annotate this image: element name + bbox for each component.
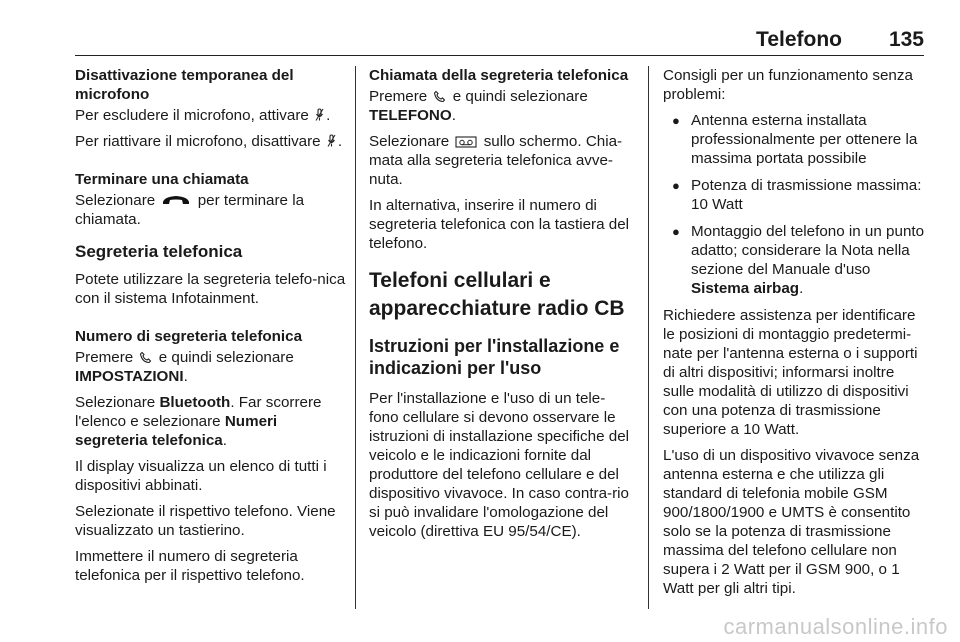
column-middle	[369, 66, 634, 548]
heading-mute-mic: Disattivazione temporanea del microfono	[75, 67, 294, 103]
paragraph: Richiedere assistenza per identificare le posizioni di montaggio predetermi-nate per l'antenna esterna o i supporti di altri dispositivi; informarsi inoltre sulle modalità di utilizzo di dispositivi con una potenza di trasmissione superiore a 10 Watt.	[663, 307, 918, 438]
heading-voicemail-number: Numero di segreteria telefonica	[75, 328, 303, 345]
paragraph: Selezionare Bluetooth. Far scorrere l'elenco e selezionare Numeri segreteria telefonica.	[75, 394, 322, 449]
heading-voicemail: Segreteria telefonica	[75, 242, 243, 261]
paragraph: L'uso di un dispositivo vivavoce senza antenna esterna e che utilizza gli standard di telefonia mobile GSM 900/1800/1900 e UMTS è consentito solo se la potenza di trasmissione massima del telefono cellulare non supera i 2 Watt per il GSM 900, o 1 Watt per gli altri tipi.	[663, 447, 920, 597]
mic-mute-icon	[315, 108, 324, 122]
paragraph: Selezionate il rispettivo telefono. Viene visualizzato un tastierino.	[75, 503, 336, 539]
hang-up-icon	[161, 193, 191, 207]
column-left	[75, 66, 347, 592]
list-item: ● Potenza di trasmissione massima: 10 Watt	[672, 177, 922, 213]
paragraph: Potete utilizzare la segreteria telefo-nica con il sistema Infotainment.	[75, 271, 346, 307]
voicemail-icon	[455, 136, 477, 148]
heading-call-voicemail: Chiamata della segreteria telefonica	[369, 67, 629, 84]
paragraph: Selezionare sullo schermo. Chia-mata alla segreteria telefonica avve-nuta.	[369, 133, 623, 188]
mic-mute-icon	[327, 134, 336, 148]
heading-installation: Istruzioni per l'installazione e indicazioni per l'uso	[369, 336, 620, 378]
paragraph: Per escludere il microfono, attivare .	[75, 107, 331, 124]
section-title: Telefono	[756, 28, 842, 51]
paragraph: Immettere il numero di segreteria telefonica per il rispettivo telefono.	[75, 548, 305, 584]
phone-handset-icon	[433, 90, 446, 103]
page-number: 135	[888, 28, 924, 51]
list-item: ● Antenna esterna installata professionalmente per ottenere la massima portata possibile	[672, 112, 918, 167]
bullet-icon: ●	[672, 113, 680, 128]
column-divider	[355, 66, 356, 609]
paragraph: Il display visualizza un elenco di tutti i dispositivi abbinati.	[75, 458, 327, 494]
column-divider	[648, 66, 649, 609]
paragraph: Selezionare per terminare la chiamata.	[75, 192, 305, 228]
bullet-icon: ●	[672, 178, 680, 193]
paragraph: Per l'installazione e l'uso di un tele-fono cellulare si devono osservare le istruzioni di installazione specifiche del veicolo e le indicazioni fornite dal produttore del telefono cellulare e del dispositivo vivavoce. In caso contra-rio si può invalidare l'omologazione del veicolo (direttiva EU 95/54/CE).	[369, 390, 630, 540]
watermark: carmanualsonline.info	[723, 614, 948, 639]
paragraph: Consigli per un funzionamento senza problemi:	[663, 67, 913, 103]
paragraph: In alternativa, inserire il numero di segreteria telefonica con la tastiera del telefono.	[369, 197, 630, 252]
paragraph: Premere e quindi selezionare IMPOSTAZIONI.	[75, 349, 294, 385]
page-header	[75, 28, 924, 58]
paragraph: Per riattivare il microfono, disattivare .	[75, 133, 343, 150]
tips-list	[663, 111, 927, 298]
heading-end-call: Terminare una chiamata	[75, 171, 249, 188]
bullet-icon: ●	[672, 224, 680, 239]
paragraph: Premere e quindi selezionare TELEFONO.	[369, 88, 588, 124]
header-divider	[75, 55, 924, 56]
column-right	[663, 66, 927, 605]
heading-cell-phones: Telefoni cellulari e apparecchiature radio CB	[369, 269, 625, 320]
phone-handset-icon	[139, 351, 152, 364]
list-item: ● Montaggio del telefono in un punto adatto; considerare la Nota nella sezione del Manuale d'uso Sistema airbag.	[672, 223, 925, 297]
